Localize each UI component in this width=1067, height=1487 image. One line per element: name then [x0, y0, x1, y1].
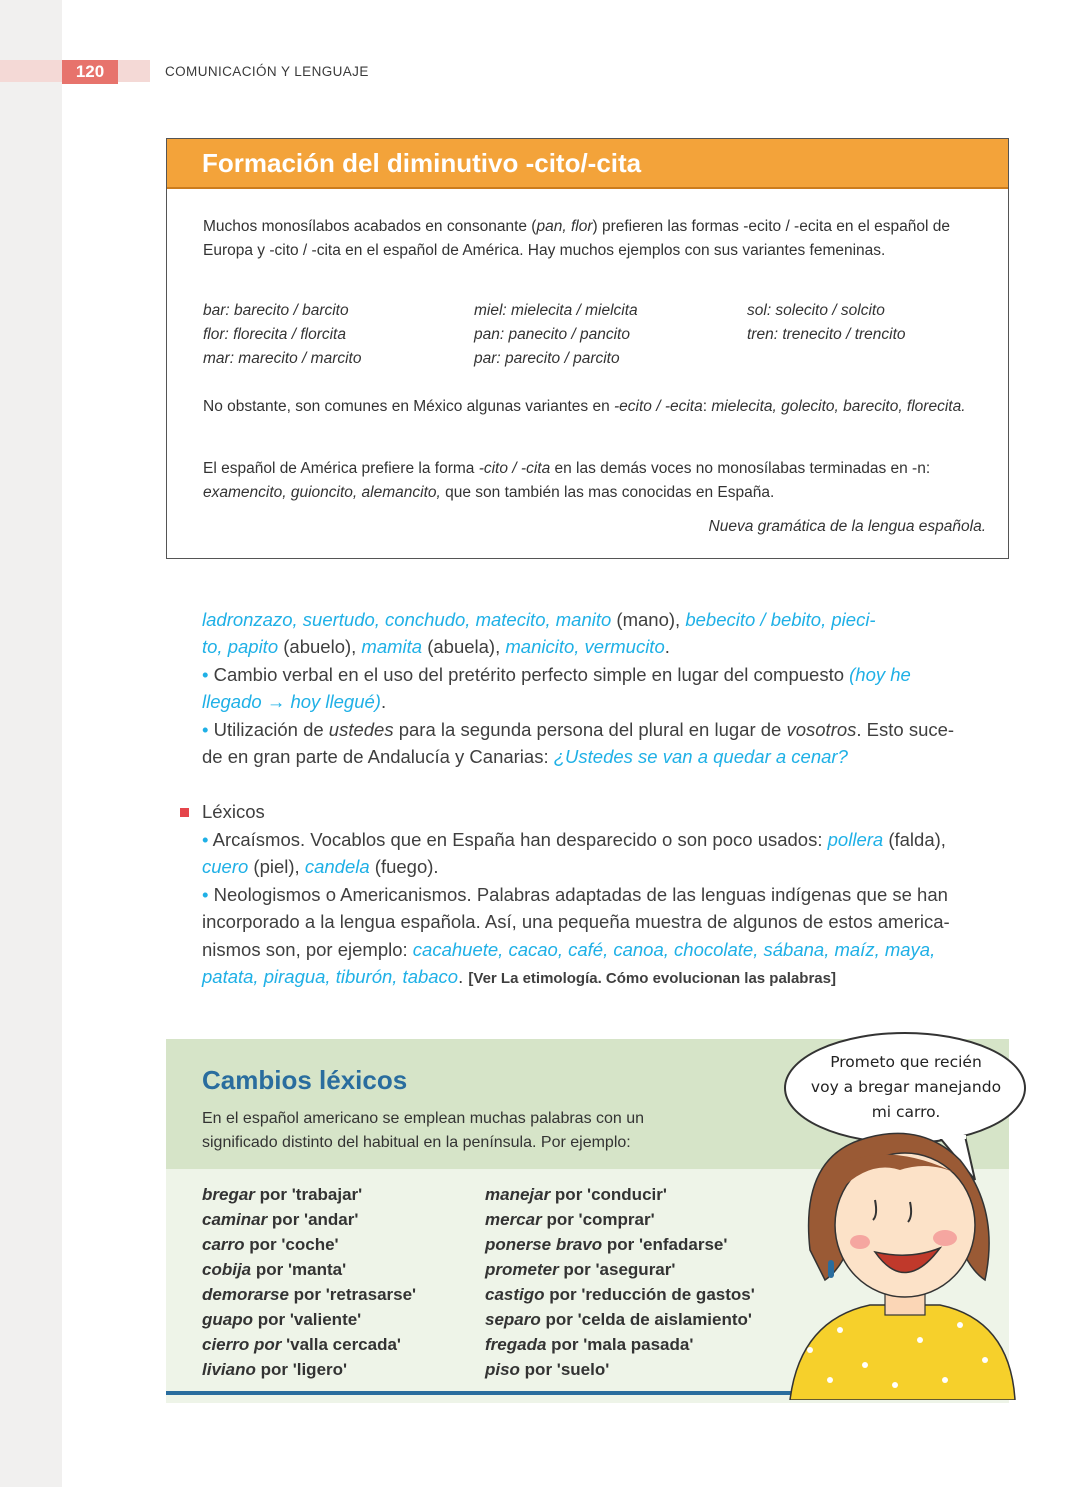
lexicon-item: cierro por 'valla cercada' [202, 1335, 401, 1354]
body-line-1: ladronzazo, suertudo, conchudo, matecito, manito (mano), bebecito / bebito, pieci- [202, 609, 876, 630]
examples-col-3: sol: solecito / solcito tren: trenecito / trencito [747, 302, 906, 343]
lexicon-item: separo por 'celda de aislamiento' [485, 1310, 752, 1329]
diminutive-box [166, 138, 1009, 559]
lexicon-list-left [202, 1182, 416, 1382]
box-title: Formación del diminutivo -cito/-cita [167, 139, 1008, 187]
section-heading-lexicos: Léxicos [202, 801, 265, 822]
mexico-paragraph: No obstante, son comunes en México algunas variantes en -ecito / -ecita: mielecita, golecito, barecito, florecita. [203, 398, 966, 415]
lexicon-item: carro por 'coche' [202, 1235, 339, 1254]
america-paragraph: El español de América prefiere la forma -cito / -cita en las demás voces no monosílabas terminadas en -n: examencito, guioncito, alemancito, que son también las mas conocidas en España. [203, 460, 931, 501]
lexicon-item: piso por 'suelo' [485, 1360, 610, 1379]
body-line-6: de en gran parte de Andalucía y Canarias: ¿Ustedes se van a quedar a cenar? [202, 746, 848, 767]
section-bullet-icon [180, 808, 189, 817]
lexicon-item: demorarse por 'retrasarse' [202, 1285, 417, 1304]
body-line-9: • Neologismos o Americanismos. Palabras adaptadas de las lenguas indígenas que se han [202, 884, 948, 905]
speech-bubble-text: Prometo que recién voy a bregar manejando mi carro. [810, 1053, 1002, 1121]
lexicon-item: caminar por 'andar' [202, 1210, 359, 1229]
body-line-8: cuero (piel), candela (fuego). [202, 856, 439, 877]
examples-col-1: bar: barecito / barcito flor: florecita / florcita mar: marecito / marcito [203, 302, 362, 367]
lexicon-item: ponerse bravo por 'enfadarse' [485, 1235, 728, 1254]
intro-paragraph: Muchos monosílabos acabados en consonante (pan, flor) prefieren las formas -ecito / -ecita en el español de Europa y -cito / -cita en el español de América. Hay muchos ejemplos con sus variantes femeninas. [203, 218, 951, 259]
lexicon-item: castigo por 'reducción de gastos' [485, 1285, 755, 1304]
box-title: Cambios léxicos [202, 1065, 408, 1095]
body-line-12: patata, piragua, tiburón, tabaco. [Ver La etimología. Cómo evolucionan las palabras] [202, 966, 836, 987]
earring [828, 1260, 834, 1278]
yellow-dress [790, 1305, 1015, 1400]
page-margin [0, 0, 62, 1487]
lexicon-item: prometer por 'asegurar' [485, 1260, 676, 1279]
lexicon-list-right [485, 1182, 755, 1382]
page-number: 120 [62, 60, 118, 84]
body-line-5: • Utilización de ustedes para la segunda persona del plural en lugar de vosotros. Esto suce- [202, 719, 955, 740]
lexicon-item: mercar por 'comprar' [485, 1210, 655, 1229]
lexicon-item: cobija por 'manta' [202, 1260, 347, 1279]
examples-col-2: miel: mielecita / mielcita pan: panecito / pancito par: parecito / parcito [474, 302, 638, 367]
lexicon-item: guapo por 'valiente' [202, 1310, 362, 1329]
body-line-11: nismos son, por ejemplo: cacahuete, cacao, café, canoa, chocolate, sábana, maíz, maya, [202, 939, 936, 960]
lexicon-item: liviano por 'ligero' [202, 1360, 348, 1379]
body-line-10: incorporado a la lengua española. Así, una pequeña muestra de algunos de estos america- [202, 911, 950, 932]
title-rule [167, 187, 1008, 189]
lexicon-item: manejar por 'conducir' [485, 1185, 667, 1204]
chapter-title: COMUNICACIÓN Y LENGUAJE [165, 64, 369, 79]
body-line-7: • Arcaísmos. Vocablos que en España han desparecido o son poco usados: pollera (falda), [202, 829, 946, 850]
body-line-3: • Cambio verbal en el uso del pretérito perfecto simple en lugar del compuesto (hoy he [202, 664, 911, 685]
source-citation: Nueva gramática de la lengua española. [708, 518, 986, 535]
body-line-4: llegado → hoy llegué). [202, 691, 387, 712]
lexicon-item: fregada por 'mala pasada' [485, 1335, 694, 1354]
body-line-2: to, papito (abuelo), mamita (abuela), manicito, vermucito. [202, 636, 670, 657]
lexicon-item: bregar por 'trabajar' [202, 1185, 363, 1204]
box-intro: En el español americano se emplean muchas palabras con un significado distinto del habitual en la península. Por ejemplo: [202, 1110, 645, 1151]
